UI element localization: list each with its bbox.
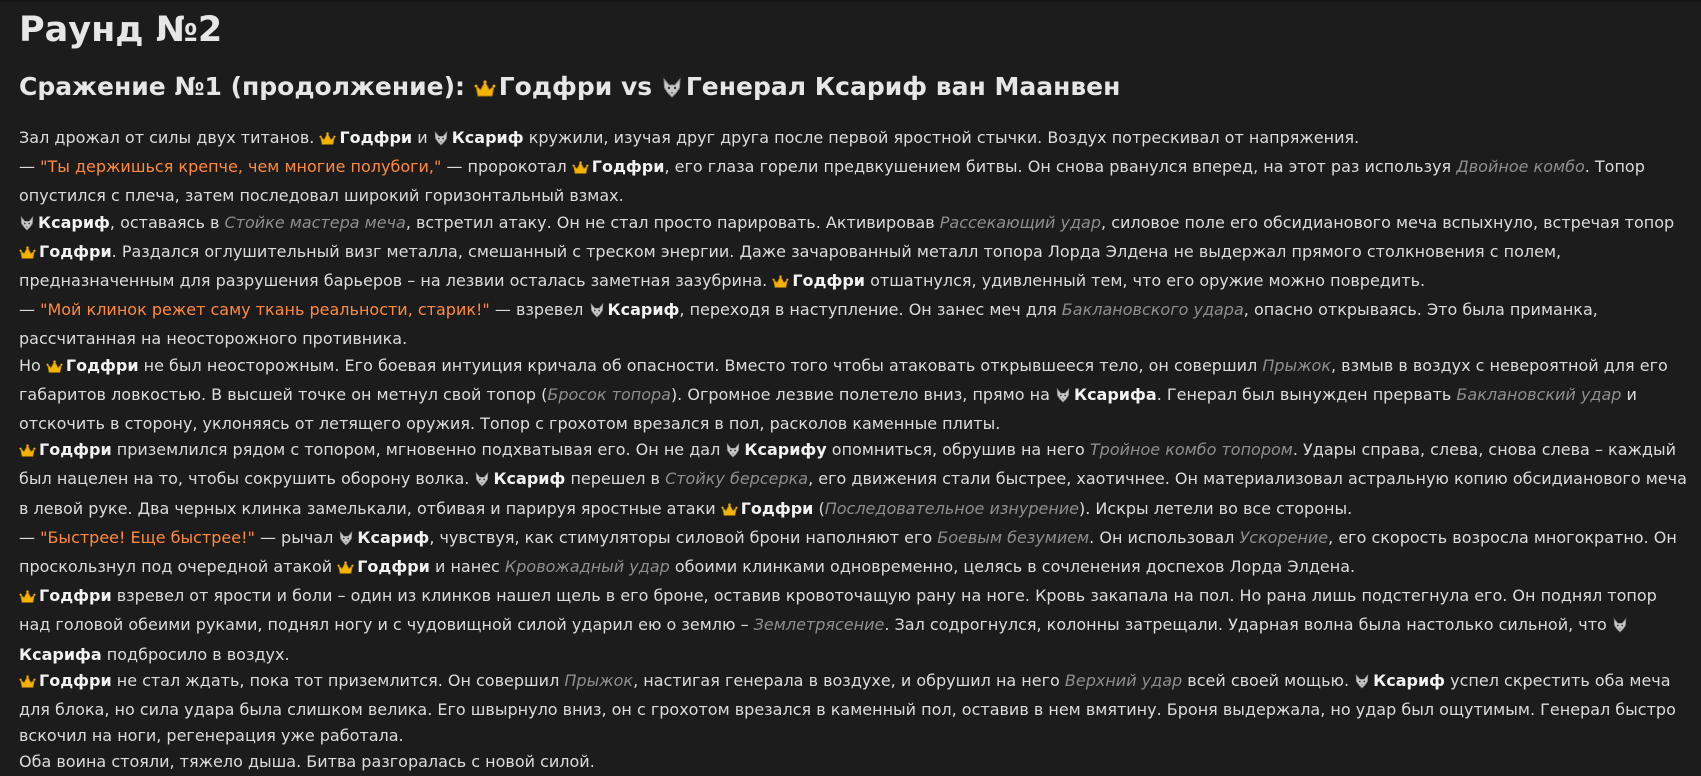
character-name: Годфри (39, 440, 112, 460)
character-name: Ксариф (451, 128, 524, 147)
wolf-icon (589, 300, 605, 326)
character-name: Годфри (740, 498, 814, 518)
narration-text: всей своей мощью. (1182, 670, 1355, 690)
narration-text: ( (813, 498, 825, 518)
round-heading: Раунд №2 (19, 10, 223, 50)
character-name: Годфри (591, 157, 665, 177)
narration-text: Зал дрожал от силы двух титанов. (19, 128, 320, 147)
narration-text: ). Огромное лезвие полетело вниз, прямо на (670, 384, 1055, 404)
character-name: Годфри (39, 241, 112, 261)
dialogue-quote: "Мой клинок режет саму ткань реальности, старик!" (40, 300, 490, 320)
character-name: Ксариф (1373, 670, 1446, 690)
narration-text: успел скрестить оба меча для блока, но сила удара была слишком велика. Его швырнуло вниз, он с грохотом врезался в каменный пол, оставив в нем вмятину. Броня выдержала, но удар был ощутимым. Генерал быстро вскочил на ноги, регенерация уже работала. (19, 670, 1676, 746)
character-name: Годфри (39, 670, 112, 690)
skill-name: Стойку берсерка (665, 469, 809, 489)
skill-name: Кровожадный удар (504, 557, 670, 577)
narration-text: , встретил атаку. Он не стал просто парировать. Активировав (405, 212, 940, 232)
wolf-icon (474, 469, 490, 495)
narration-text: — взревел (489, 300, 589, 320)
narration-text: ). Искры летели во все стороны. (1079, 498, 1353, 518)
narration-text: перешел в (565, 469, 666, 489)
story-paragraph (19, 583, 1691, 668)
skill-name: Баклановского удара (1061, 300, 1244, 320)
narration-text: , оставаясь в (109, 212, 225, 232)
wolf-icon (1612, 615, 1628, 641)
story-paragraph (19, 437, 1691, 525)
skill-name: Ускорение (1239, 527, 1329, 547)
narration-text: , переходя в наступление. Он занес меч для (679, 300, 1062, 320)
crown-icon (19, 586, 36, 612)
skill-name: Землетрясение (753, 615, 885, 635)
narration-text: , опасно открываясь. Это была приманка, рассчитанная на неосторожного противника. (19, 300, 1598, 349)
character-name: Ксарифа (19, 644, 102, 664)
narration-text: . Удары справа, слева, снова слева – каждый был нацелен на то, чтобы сокрушить оборону волка. (19, 440, 1677, 489)
narration-text: . Раздался оглушительный визг металла, смешанный с треском энергии. Даже зачарованный металл топора Лорда Элдена не выдержал прямого столкновения с полем, предназначенным для разрушения барьеров – на лезвии осталась заметная зазубрина. (19, 241, 1562, 291)
narration-text: и (412, 128, 433, 147)
wolf-icon (433, 128, 449, 154)
battle-heading-vs: vs (612, 72, 661, 101)
crown-icon (19, 671, 36, 697)
story-paragraph (19, 154, 1691, 209)
narration-text: взревел от ярости и боли – один из клинков нашел щель в его броне, оставив кровоточащую рану на ноге. Кровь закапала на пол. Но рана лишь подстегнула его. Он поднял топор над головой обеими руками, поднял ногу и с чудовищной силой ударил ею о землю – (19, 586, 1657, 635)
wolf-icon (1055, 385, 1071, 411)
narration-text: опомниться, обрушив на него (826, 440, 1090, 460)
skill-name: Двойное комбо (1456, 157, 1585, 177)
narration-text: . Зал содрогнулся, колонны затрещали. Ударная волна была настолько сильной, что (884, 615, 1612, 635)
wolf-icon (19, 213, 35, 239)
skill-name: Стойке мастера меча (224, 212, 406, 232)
narration-text: — (19, 527, 41, 547)
narration-text: , его движения стали быстрее, хаотичнее. Он материализовал астральную копию обсидианового меча в левой руке. Два черных клинка замелькали, отбивая и парируя яростные атаки (19, 469, 1687, 518)
wolf-icon (1354, 671, 1370, 697)
narration-text: , чувствуя, как стимуляторы силовой брони наполняют его (429, 527, 938, 547)
narration-text: , настигая генерала в воздухе, и обрушил на него (633, 670, 1065, 690)
narration-text: , его скорость возросла многократно. Он проскользнул под очередной атакой (19, 527, 1677, 577)
narration-text: — пророкотал (441, 157, 572, 177)
battle-heading (19, 72, 1120, 104)
narration-text: Но (19, 355, 46, 375)
narration-text: не был неосторожным. Его боевая интуиция кричала об опасности. Вместо того чтобы атаковать открывшееся тело, он совершил (138, 355, 1263, 375)
crown-icon (319, 128, 336, 154)
narration-text: . Генерал был вынужден прервать (1156, 384, 1457, 404)
skill-name: Бросок топора (547, 384, 671, 404)
story-body (19, 125, 1691, 776)
dialogue-quote: "Быстрее! Еще быстрее!" (40, 527, 255, 547)
narration-text: и отскочить в сторону, уклоняясь от летящего оружия. Топор с грохотом врезался в пол, расколов каменные плиты. (19, 384, 1637, 434)
wolf-icon (338, 528, 354, 554)
story-paragraph (19, 749, 1691, 775)
character-name: Ксариф (357, 527, 430, 547)
narration-text: и нанес (429, 557, 505, 577)
skill-name: Прыжок (564, 670, 634, 690)
skill-name: Верхний удар (1064, 670, 1183, 690)
skill-name: Тройное комбо топором (1089, 440, 1293, 460)
story-paragraph (19, 125, 1691, 154)
character-name: Ксариф (607, 300, 680, 320)
narration-text: — рычал (254, 527, 339, 547)
story-paragraph (19, 525, 1691, 583)
skill-name: Последовательное изнурение (824, 498, 1080, 518)
crown-icon (19, 440, 36, 466)
skill-name: Боевым безумием (937, 527, 1090, 547)
skill-name: Баклановский удар (1456, 384, 1622, 404)
narration-text: , силовое поле его обсидианового меча вспыхнуло, встречая топор (1101, 212, 1675, 232)
narration-text: подбросило в воздух. (101, 644, 290, 664)
crown-icon (474, 75, 496, 104)
crown-icon (19, 242, 36, 268)
character-name: Ксарифа (1073, 384, 1157, 404)
narration-text: Оба воина стояли, тяжело дыша. Битва разгоралась с новой силой. (19, 752, 595, 772)
character-name: Годфри (339, 128, 413, 147)
battle-heading-name-xarif: Генерал Ксариф ван Маанвен (685, 72, 1121, 101)
character-name: Годфри (65, 355, 139, 375)
skill-name: Прыжок (1262, 355, 1331, 375)
narration-text: кружили, изучая друг друга после первой яростной стычки. Воздух потрескивал от напряжения. (523, 128, 1360, 147)
character-name: Ксарифу (744, 440, 827, 460)
crown-icon (572, 157, 589, 183)
crown-icon (46, 356, 63, 382)
battle-heading-prefix: Сражение №1 (продолжение): (19, 72, 474, 101)
story-paragraph (19, 353, 1691, 438)
battle-heading-name-godfrey: Годфри (498, 72, 613, 101)
character-name: Ксариф (493, 469, 566, 489)
wolf-icon (661, 75, 683, 104)
character-name: Годфри (357, 557, 430, 577)
character-name: Годфри (39, 586, 112, 606)
character-name: Годфри (792, 271, 865, 291)
story-paragraph (19, 297, 1691, 352)
narration-text: приземлился рядом с топором, мгновенно подхватывая его. Он не дал (111, 440, 726, 460)
top-toolbar-strip (0, 0, 1701, 2)
narration-text: , взмыв в воздух с невероятной для его габаритов ловкостью. В высшей точке он метнул свой топор ( (19, 355, 1668, 404)
narration-text: обоими клинками одновременно, целясь в сочленения доспехов Лорда Элдена. (669, 557, 1356, 577)
narration-text: — (19, 300, 41, 320)
story-paragraph (19, 210, 1691, 298)
crown-icon (721, 499, 738, 525)
wolf-icon (725, 440, 741, 466)
crown-icon (337, 557, 354, 583)
narration-text: не стал ждать, пока тот приземлится. Он совершил (111, 670, 565, 690)
crown-icon (772, 271, 789, 297)
character-name: Ксариф (38, 212, 110, 232)
narration-text: отшатнулся, удивленный тем, что его оружие можно повредить. (865, 271, 1426, 291)
narration-text: , его глаза горели предвкушением битвы. Он снова рванулся вперед, на этот раз используя (664, 157, 1457, 177)
narration-text: . Он использовал (1089, 527, 1240, 547)
narration-text: . Топор опустился с плеча, затем последовал широкий горизонтальный взмах. (19, 157, 1645, 206)
story-paragraph (19, 668, 1691, 750)
skill-name: Рассекающий удар (939, 212, 1102, 232)
dialogue-quote: "Ты держишься крепче, чем многие полубоги," (40, 157, 442, 177)
narration-text: — (19, 157, 41, 177)
